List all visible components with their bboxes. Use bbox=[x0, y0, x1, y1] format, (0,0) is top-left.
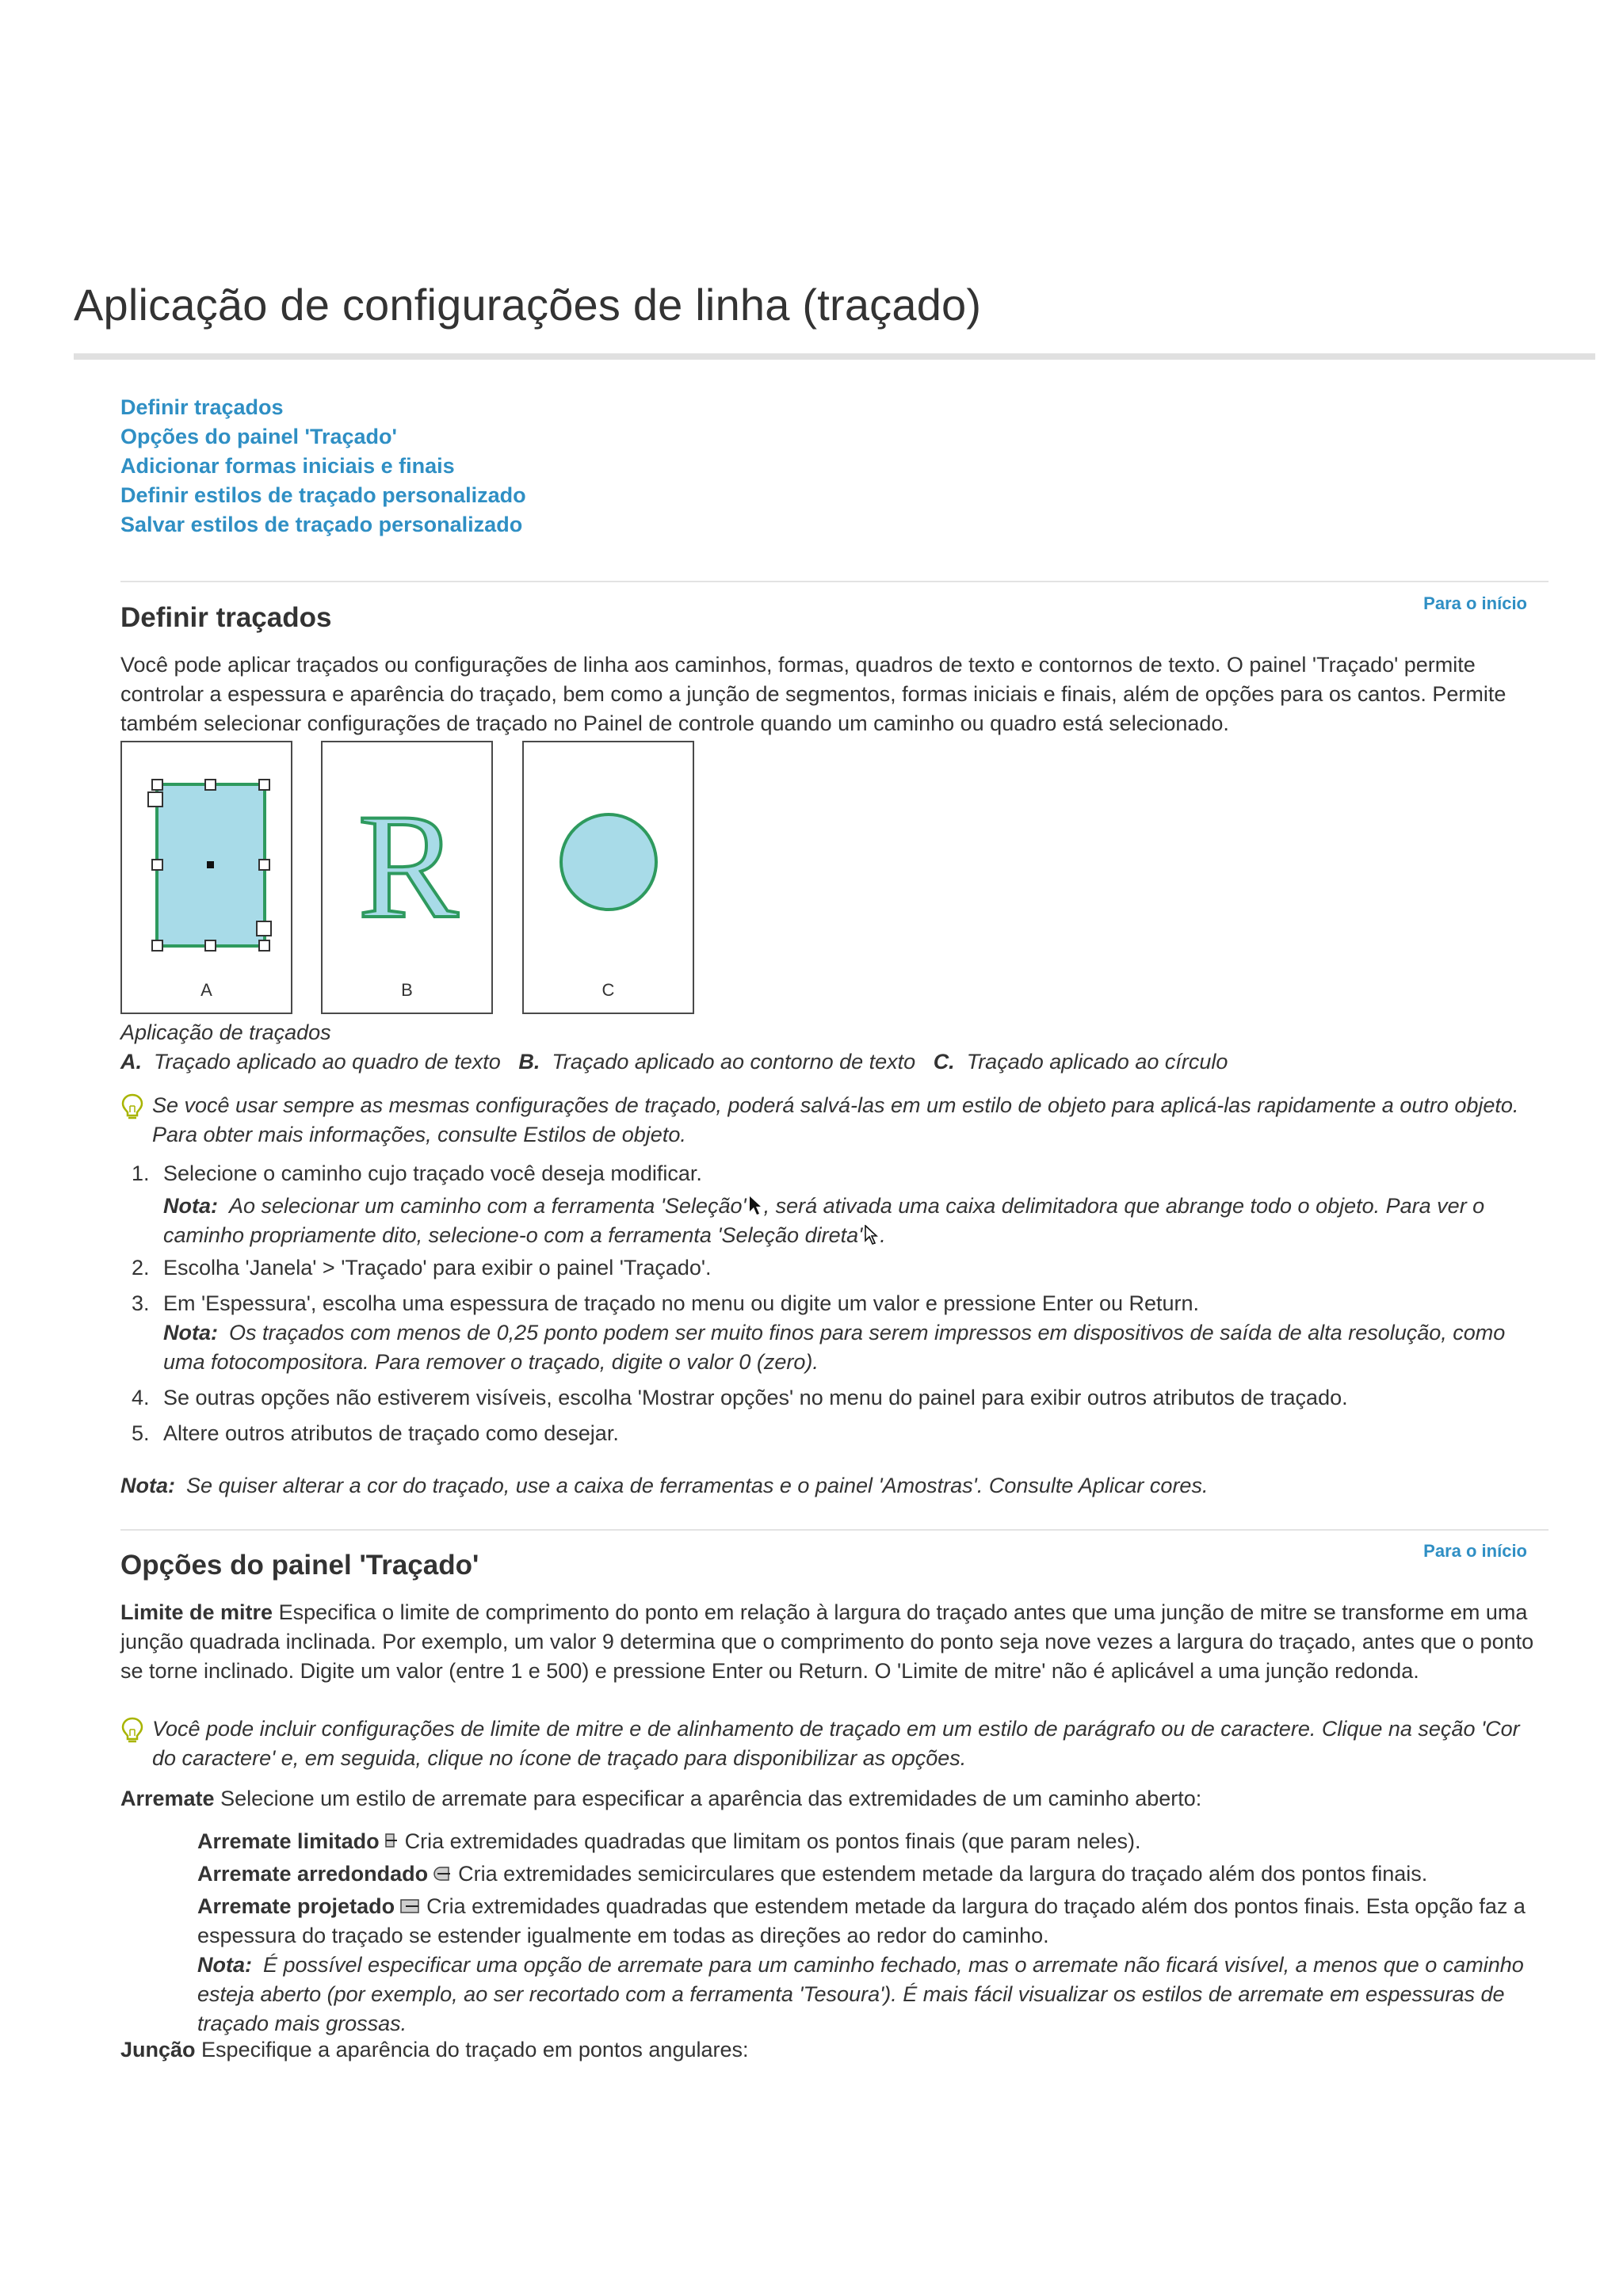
figure-panel-a bbox=[120, 741, 292, 1014]
section-title-definir-tracados: Definir traçados bbox=[120, 602, 332, 633]
page-title: Aplicação de configurações de linha (traçado) bbox=[74, 280, 982, 330]
section-divider bbox=[120, 581, 1549, 582]
figure-panel-b bbox=[321, 741, 493, 1014]
cap-option-butt: Arremate limitado Cria extremidades quadradas que limitam os pontos finais (que param neles). bbox=[197, 1829, 1141, 1853]
toc-link-salvar-estilos[interactable]: Salvar estilos de traçado personalizado bbox=[120, 513, 523, 536]
direct-selection-tool-icon bbox=[864, 1225, 878, 1245]
steps-list bbox=[120, 1159, 1523, 1448]
list-item: 2. Escolha 'Janela' > 'Traçado' para exibir o painel 'Traçado'. bbox=[132, 1256, 712, 1280]
tip-box bbox=[120, 1091, 1539, 1150]
toc-link-definir-estilos[interactable]: Definir estilos de traçado personalizado bbox=[120, 483, 526, 507]
cap-option-projecting: Arremate projetado Cria extremidades quadradas que estendem metade da largura do traçado além dos pontos finais. Esta opção faz a espessura do traçado se estender igualmente em todas as direções ao redor do caminho. bbox=[197, 1894, 1526, 1947]
figure-caption-title: Aplicação de traçados bbox=[120, 1020, 331, 1044]
lightbulb-icon bbox=[120, 1093, 144, 1120]
figure-caption-items: A. Traçado aplicado ao quadro de texto B. Traçado aplicado ao contorno de texto C. Traçado aplicado ao círculo bbox=[120, 1050, 1228, 1074]
note-label: Nota: bbox=[163, 1321, 218, 1344]
back-to-top-link[interactable]: Para o início bbox=[1423, 593, 1527, 613]
final-note: Nota: Se quiser alterar a cor do traçado, use a caixa de ferramentas e o painel 'Amostras'. Consulte Aplicar cores. bbox=[120, 1474, 1209, 1497]
round-cap-icon bbox=[433, 1865, 452, 1882]
outlined-letter-r: R bbox=[357, 784, 459, 950]
section-divider bbox=[120, 1529, 1549, 1531]
text-frame-illustration bbox=[122, 742, 291, 980]
toc-link-definir-tracados[interactable]: Definir traçados bbox=[120, 395, 284, 419]
toc-link-opcoes-painel[interactable]: Opções do painel 'Traçado' bbox=[120, 425, 397, 448]
caps-note: Nota: É possível especificar uma opção de arremate para um caminho fechado, mas o arremate não ficará visível, a menos que o caminho esteja aberto (por exemplo, ao ser recortado com a ferramenta 'Tesoura'). É mais fácil visualizar os estilos de arremate em espessuras de traçado mais grossas. bbox=[197, 1953, 1524, 2035]
miter-limit-paragraph: Limite de mitre Especifica o limite de comprimento do ponto em relação à largura do traçado antes que uma junção de mitre se transforme em uma junção quadrada inclinada. Por exemplo, um valor 9 determina que o comprimento do ponto seja nove vezes a largura do traçado, antes que o ponto se torne inclinado. Digite um valor (entre 1 e 500) e pressione Enter ou Return. O 'Limite de mitre' não é aplicável a uma junção redonda. bbox=[120, 1600, 1534, 1683]
list-item: 1. Selecione o caminho cujo traçado você deseja modificar. Nota: Ao selecionar um caminho com a ferramenta 'Seleção' , será ativada uma caixa delimitadora que abrange todo o objeto. Para ver o caminho propriamente dito, selecione-o com a ferramenta 'Seleção direta' . bbox=[132, 1161, 1485, 1247]
tip-text: Se você usar sempre as mesmas configurações de traçado, poderá salvá-las em um estilo de objeto para aplicá-las rapidamente a outro objeto. Para obter mais informações, consulte Estilos de objeto. bbox=[152, 1093, 1519, 1146]
selection-tool-icon bbox=[748, 1196, 762, 1216]
circle-illustration bbox=[524, 742, 693, 980]
cap-option-round: Arremate arredondado Cria extremidades semicirculares que estendem metade da largura do traçado além dos pontos finais. bbox=[197, 1862, 1428, 1886]
cap-term: Arremate bbox=[120, 1787, 215, 1810]
list-item: 3. Em 'Espessura', escolha uma espessura de traçado no menu ou digite um valor e pressione Enter ou Return. Nota: Os traçados com menos de 0,25 ponto podem ser muito finos para serem impressos em dispositivos de saída de alta resolução, como uma fotocompositora. Para remover o traçado, digite o valor 0 (zero). bbox=[132, 1291, 1506, 1374]
cap-paragraph: Arremate Selecione um estilo de arremate para especificar a aparência das extremidades de um caminho aberto: bbox=[120, 1787, 1202, 1810]
tip-box bbox=[120, 1714, 1539, 1773]
toc-link-formas-iniciais-finais[interactable]: Adicionar formas iniciais e finais bbox=[120, 454, 455, 478]
list-item: 5. Altere outros atributos de traçado como desejar. bbox=[132, 1421, 619, 1445]
join-term: Junção bbox=[120, 2038, 196, 2061]
join-paragraph: Junção Especifique a aparência do traçado em pontos angulares: bbox=[120, 2038, 749, 2061]
note-label: Nota: bbox=[163, 1194, 218, 1218]
figure-letter-a: A bbox=[200, 980, 212, 1000]
table-of-contents bbox=[120, 393, 526, 540]
figure-letter-b: B bbox=[401, 980, 413, 1000]
title-divider bbox=[74, 353, 1595, 360]
projecting-cap-icon bbox=[399, 1897, 420, 1915]
back-to-top-link[interactable]: Para o início bbox=[1423, 1541, 1527, 1561]
section-title-opcoes-painel: Opções do painel 'Traçado' bbox=[120, 1550, 479, 1581]
miter-limit-term: Limite de mitre bbox=[120, 1600, 273, 1624]
section-intro-paragraph: Você pode aplicar traçados ou configurações de linha aos caminhos, formas, quadros de texto e contornos de texto. O painel 'Traçado' permite controlar a espessura e aparência do traçado, bem como a junção de segmentos, formas iniciais e finais, além de opções para os cantos. Permite também selecionar configurações de traçado no Painel de controle quando um caminho ou quadro está selecionado. bbox=[120, 653, 1507, 735]
lightbulb-icon bbox=[120, 1717, 144, 1744]
text-outline-illustration bbox=[323, 742, 491, 980]
list-item: 4. Se outras opções não estiverem visíveis, escolha 'Mostrar opções' no menu do painel para exibir outros atributos de traçado. bbox=[132, 1386, 1348, 1409]
figure-panel-c bbox=[522, 741, 694, 1014]
figure-letter-c: C bbox=[601, 980, 615, 1000]
tip-text: Você pode incluir configurações de limite de mitre e de alinhamento de traçado em um estilo de parágrafo ou de caractere. Clique na seção 'Cor do caractere' e, em seguida, clique no ícone de traçado para disponibilizar as opções. bbox=[152, 1717, 1520, 1770]
butt-cap-icon bbox=[384, 1833, 399, 1850]
